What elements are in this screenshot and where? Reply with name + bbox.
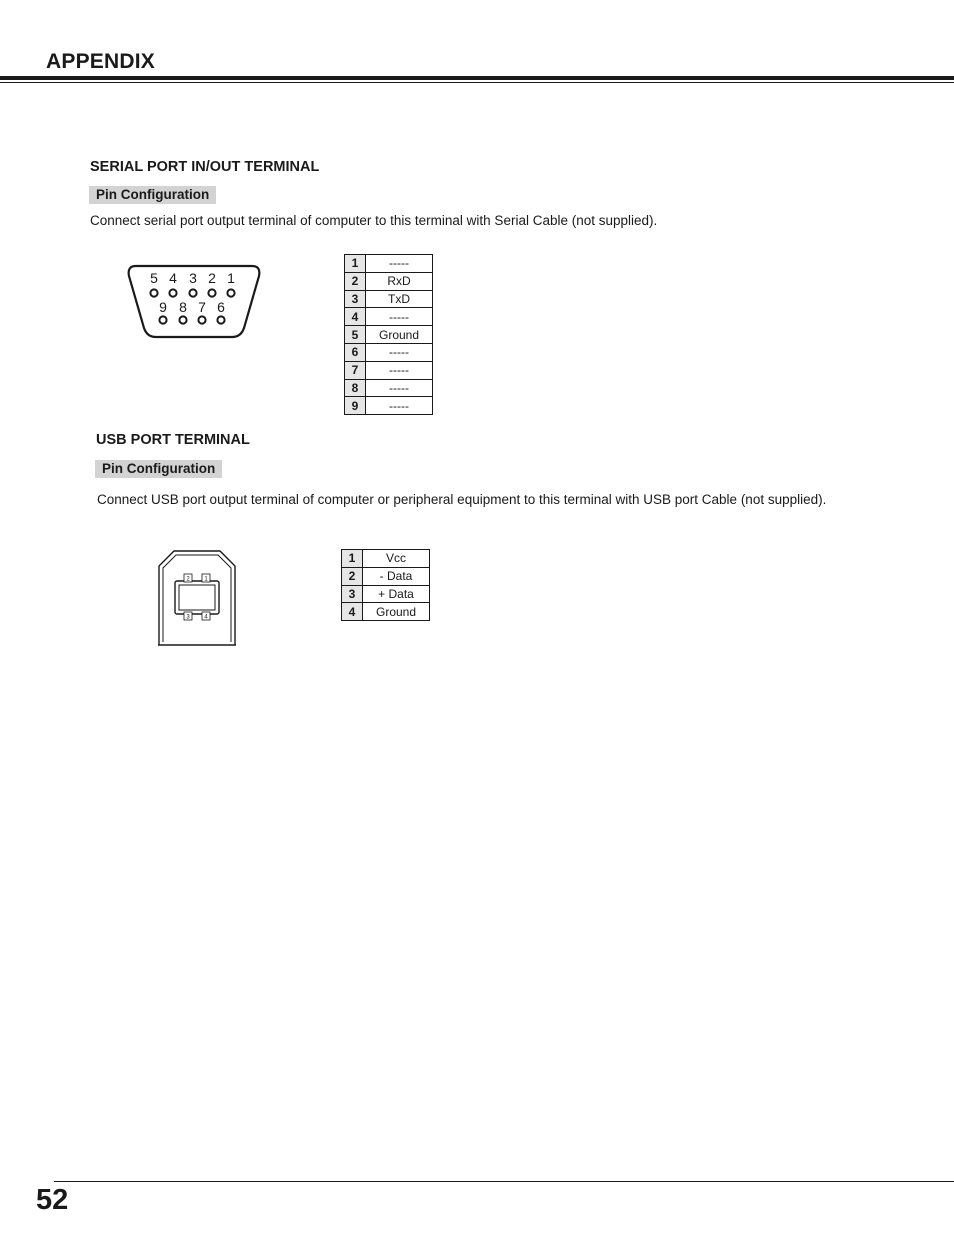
connector-pin-label: 7 <box>198 299 206 315</box>
usb-pin-config-label: Pin Configuration <box>95 460 222 478</box>
connector-pin-label: 8 <box>179 299 187 315</box>
pin-row <box>342 603 430 621</box>
pin-number: 2 <box>342 567 363 585</box>
serial-pin-config-label: Pin Configuration <box>89 186 216 204</box>
connector-pin-label: 1 <box>227 270 235 286</box>
pin-number: 3 <box>345 290 366 308</box>
pin-number: 6 <box>345 343 366 361</box>
usb-pin-table <box>341 549 430 621</box>
connector-pin <box>208 289 215 296</box>
pin-row <box>345 379 433 397</box>
usb-pin-label: 2 <box>186 576 190 583</box>
connector-pin-label: 4 <box>169 270 177 286</box>
connector-pin <box>169 289 176 296</box>
pin-signal: ----- <box>366 379 433 397</box>
usb-pin-label: 1 <box>204 576 208 583</box>
usb-connector-diagram <box>156 548 238 648</box>
footer-rule <box>54 1181 954 1182</box>
pin-number: 5 <box>345 326 366 344</box>
pin-number: 2 <box>345 272 366 290</box>
pin-signal: ----- <box>366 255 433 273</box>
connector-pin-label: 6 <box>217 299 225 315</box>
pin-row <box>345 290 433 308</box>
connector-pin-label: 5 <box>150 270 158 286</box>
pin-number: 8 <box>345 379 366 397</box>
pin-row <box>342 567 430 585</box>
pin-row <box>345 272 433 290</box>
connector-pin <box>198 316 205 323</box>
pin-row <box>345 326 433 344</box>
header-rule-thin <box>0 82 954 83</box>
pin-row <box>342 550 430 568</box>
pin-signal: ----- <box>366 308 433 326</box>
connector-pin <box>189 289 196 296</box>
pin-number: 4 <box>342 603 363 621</box>
pin-number: 4 <box>345 308 366 326</box>
usb-heading: USB PORT TERMINAL <box>96 432 250 448</box>
pin-number: 7 <box>345 361 366 379</box>
usb-pin-label: 3 <box>186 614 190 621</box>
pin-row <box>345 397 433 415</box>
pin-row <box>345 308 433 326</box>
pin-signal: Ground <box>366 326 433 344</box>
pin-signal: RxD <box>366 272 433 290</box>
pin-signal: Ground <box>363 603 430 621</box>
pin-signal: - Data <box>363 567 430 585</box>
serial-heading: SERIAL PORT IN/OUT TERMINAL <box>90 159 320 175</box>
pin-number: 9 <box>345 397 366 415</box>
pin-row <box>342 585 430 603</box>
connector-pin-label: 3 <box>189 270 197 286</box>
page-number: 52 <box>36 1184 69 1216</box>
connector-pin <box>179 316 186 323</box>
usb-pin-label: 4 <box>204 614 208 621</box>
serial-pin-table <box>344 254 433 415</box>
pin-row <box>345 361 433 379</box>
connector-pin <box>217 316 224 323</box>
pin-signal: ----- <box>366 397 433 415</box>
pin-signal: Vcc <box>363 550 430 568</box>
connector-pin-label: 2 <box>208 270 216 286</box>
page-section-title: APPENDIX <box>46 50 155 73</box>
connector-pin <box>227 289 234 296</box>
pin-signal: ----- <box>366 343 433 361</box>
connector-pin <box>159 316 166 323</box>
pin-signal: ----- <box>366 361 433 379</box>
pin-signal: TxD <box>366 290 433 308</box>
pin-signal: + Data <box>363 585 430 603</box>
connector-pin <box>150 289 157 296</box>
pin-number: 1 <box>345 255 366 273</box>
header-rule <box>0 76 954 80</box>
pin-row <box>345 255 433 273</box>
pin-number: 1 <box>342 550 363 568</box>
serial-connector-diagram <box>120 258 270 344</box>
usb-description: Connect USB port output terminal of computer or peripheral equipment to this terminal with USB port Cable (not supplied). <box>97 492 827 507</box>
pin-number: 3 <box>342 585 363 603</box>
connector-pin-label: 9 <box>159 299 167 315</box>
pin-row <box>345 343 433 361</box>
serial-description: Connect serial port output terminal of computer to this terminal with Serial Cable (not supplied). <box>90 213 658 228</box>
